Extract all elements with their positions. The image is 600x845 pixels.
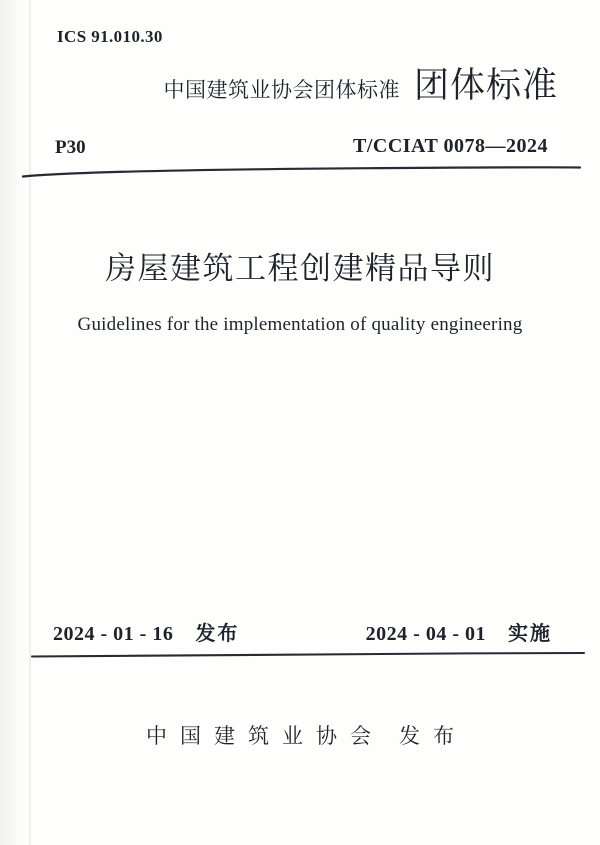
standard-type-label: 团体标准 xyxy=(413,66,558,106)
issue-label: 发布 xyxy=(195,621,240,645)
scan-edge-shadow xyxy=(0,0,34,845)
implementation-label: 实施 xyxy=(508,621,552,645)
publisher-row xyxy=(0,720,600,750)
standard-header xyxy=(163,58,558,108)
publisher-name: 中国建筑业协会 xyxy=(146,724,384,748)
standard-number: T/CCIAT 0078—2024 xyxy=(352,135,548,157)
issue-date-group xyxy=(53,617,239,646)
issue-date: 2024 - 01 - 16 xyxy=(53,623,174,645)
implementation-date-group xyxy=(366,617,552,646)
document-title-zh: 房屋建筑工程创建精品导则 xyxy=(105,251,495,286)
document-title-en: Guidelines for the implementation of quality engineering xyxy=(77,314,523,335)
scan-streak xyxy=(29,0,31,845)
ics-code: ICS 91.010.30 xyxy=(57,27,163,46)
association-standard-line: 中国建筑业协会团体标准 xyxy=(163,78,400,102)
bottom-divider-line xyxy=(30,648,588,660)
top-divider-line xyxy=(20,163,582,181)
classification-code: P30 xyxy=(55,137,86,158)
implementation-date: 2024 - 04 - 01 xyxy=(365,623,486,645)
publisher-action: 发布 xyxy=(399,724,467,748)
